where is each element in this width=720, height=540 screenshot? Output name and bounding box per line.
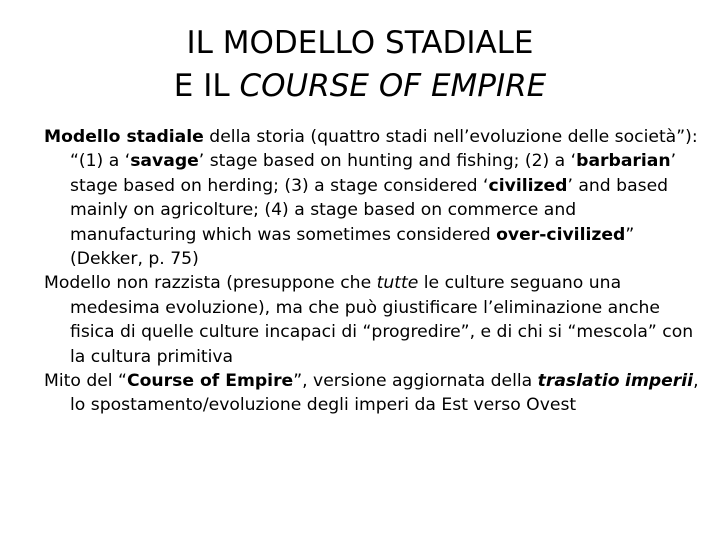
text-run: ’ and based mainly on agricolture; (4) a stage based on commerce and manufacturing which was sometimes considered [70,175,669,245]
text-run: tutte [376,273,419,294]
text-run: le culture seguano una medesima evoluzione), ma che può giustificare l’eliminazione anche fisica di quelle culture incapaci di “progredire”, e di chi si “mescola” con la cultura primitiva [70,273,694,367]
paragraph-stadial-model [44,125,704,271]
text-run: ’ stage based on herding; (3) a stage considered ‘ [70,151,677,196]
text-run: traslatio [537,371,620,392]
text-run: Modello stadiale [44,127,204,147]
title-line-1: IL MODELLO STADIALE [186,25,534,61]
text-run: Mito del “ [44,371,127,392]
text-run: Modello non razzista (presuppone che [44,273,377,294]
text-run: Course of Empire [126,371,294,392]
paragraph-non-racist-model [44,271,704,369]
text-run: barbarian [576,151,671,172]
paragraph-course-of-empire [44,369,704,418]
text-run: ” (Dekker, p. 75) [70,224,635,270]
slide-title [0,22,720,108]
text-run: over-civilized [496,224,626,245]
text-run: civilized [488,175,568,196]
slide-body [44,125,704,418]
text-run: savage [130,151,199,172]
title-line-2-prefix: E IL [173,68,240,104]
text-run: della storia (quattro stadi nell’evoluzione delle società”): “(1) a ‘ [70,127,698,172]
text-run: imperii [625,371,694,392]
text-run: ’ stage based on hunting and fishing; (2) a ‘ [198,151,577,172]
text-run: ”, versione aggiornata della [293,371,538,392]
text-run: , lo spostamento/evoluzione degli imperi da Est verso Ovest [70,371,699,416]
title-line-2-italic: COURSE OF EMPIRE [239,68,547,104]
title-line-2 [0,65,720,108]
